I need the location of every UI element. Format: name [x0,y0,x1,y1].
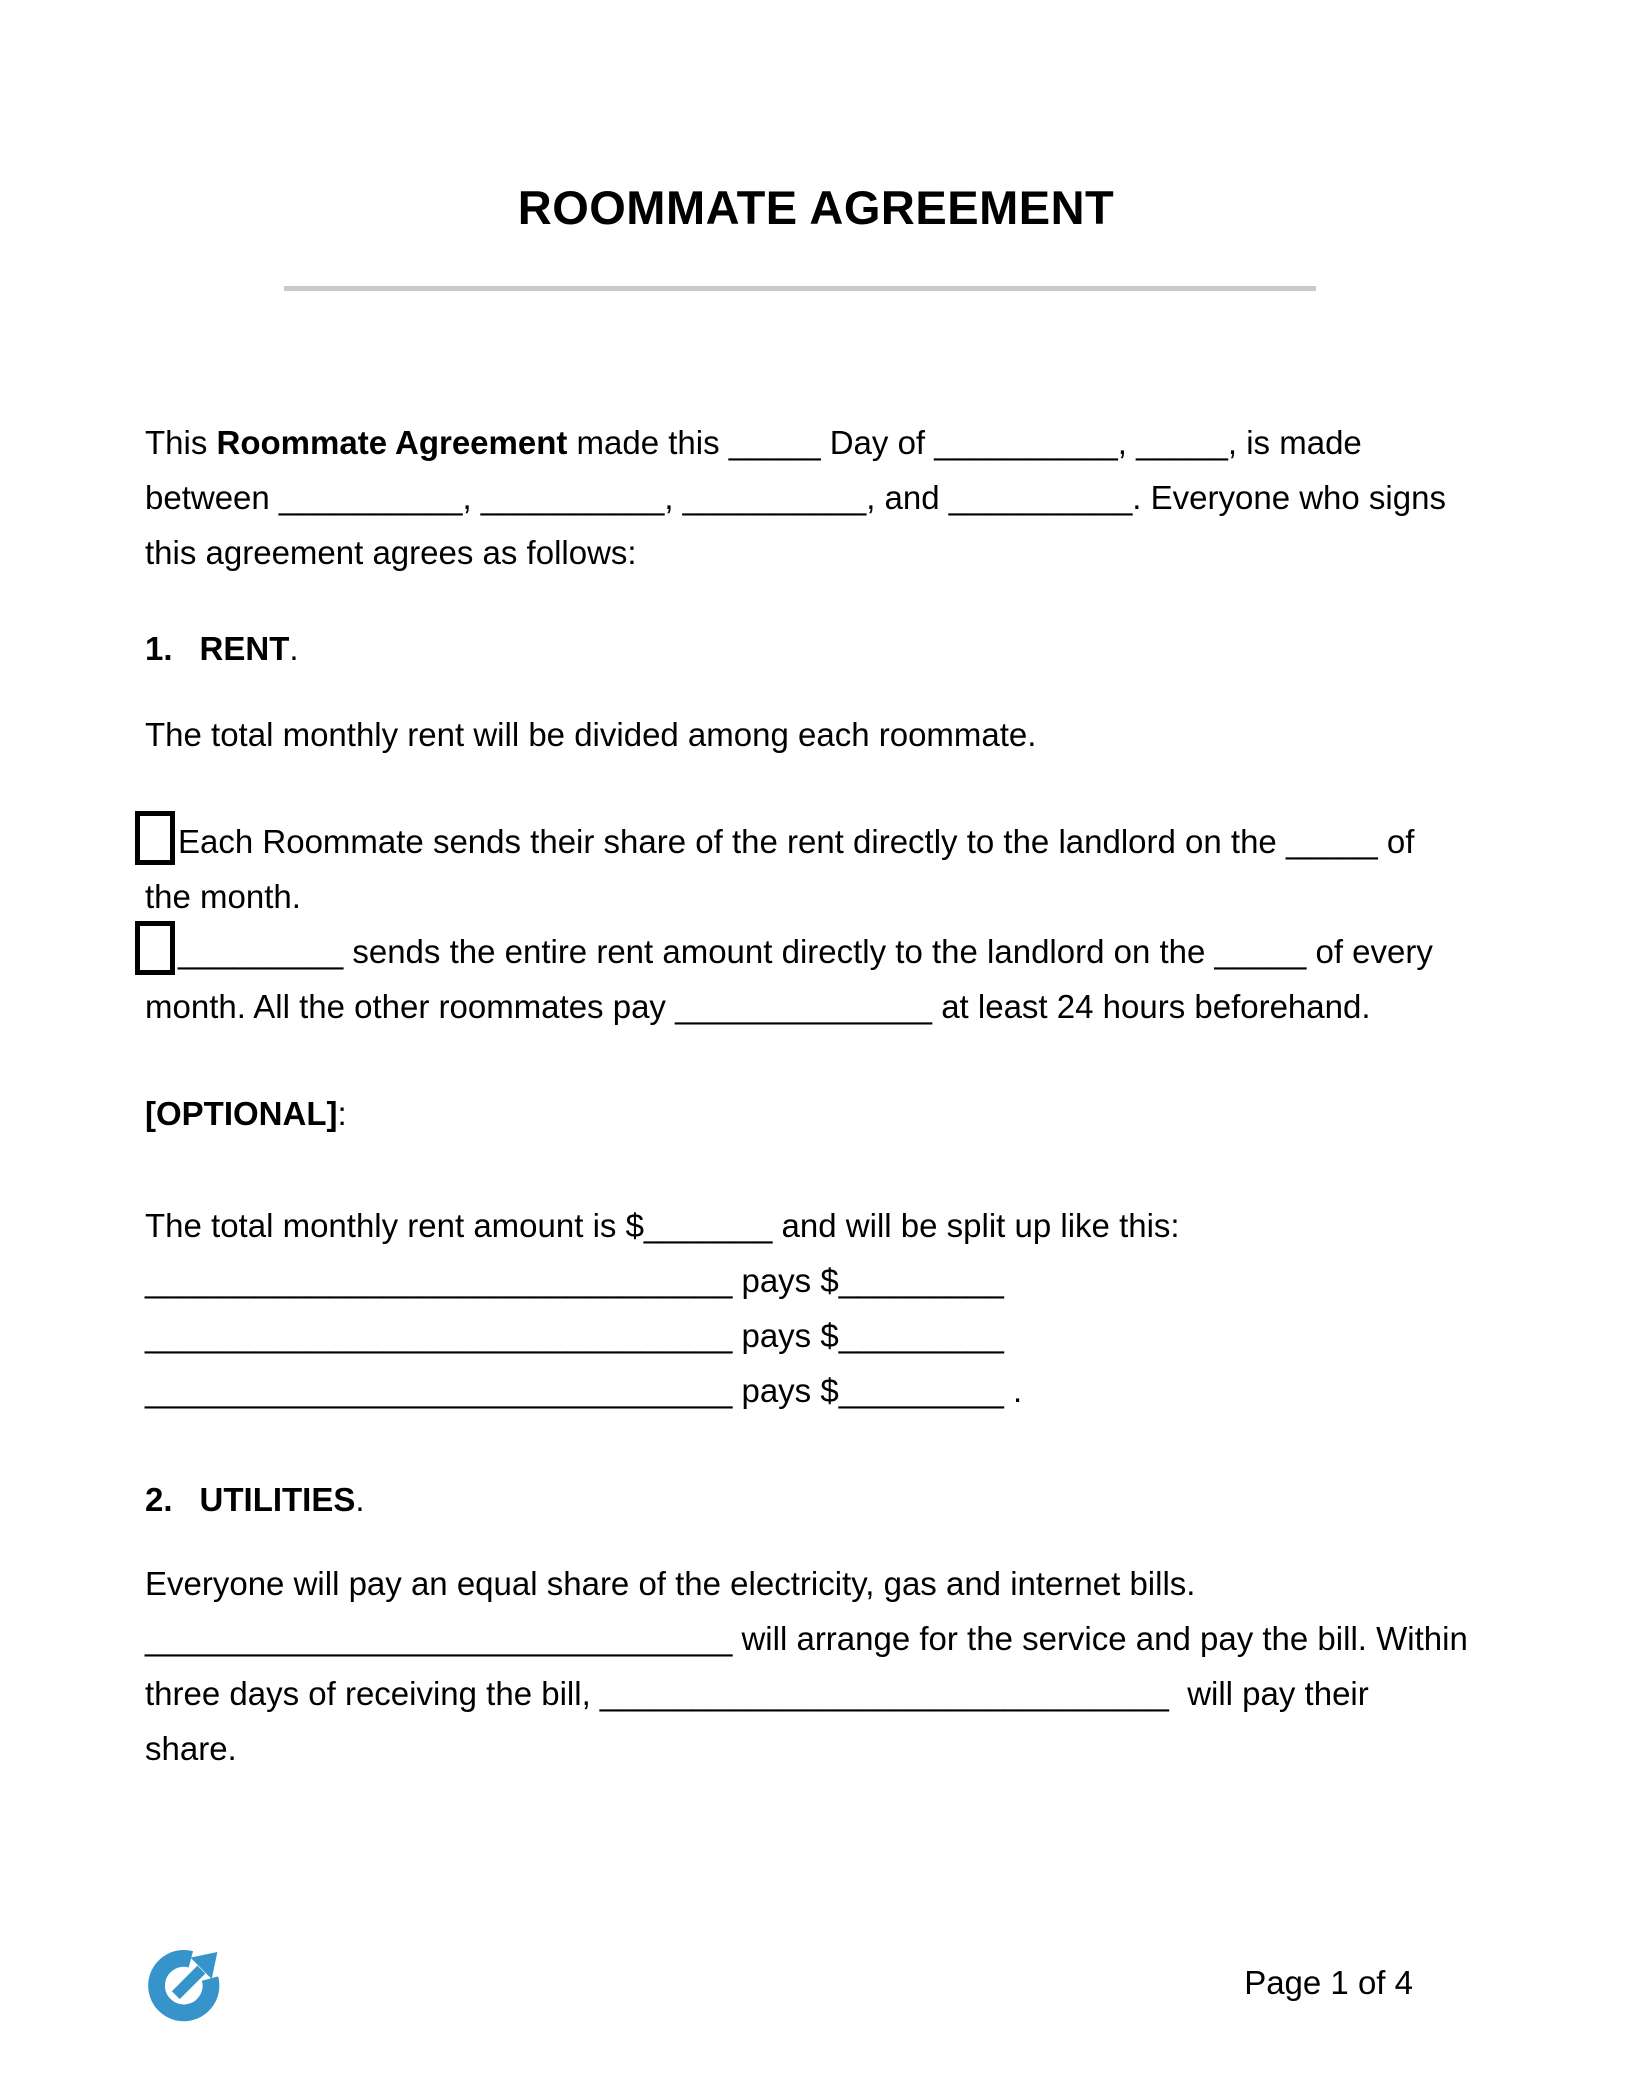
section-number: 1. [145,630,173,667]
text-line: between __________, __________, __________, and __________. Everyone who signs [145,479,1446,516]
rent-split-paragraph [145,1198,1510,1418]
text-line: three days of receiving the bill, _______________________________ will pay their [145,1675,1369,1712]
rent-option-2-checkbox[interactable] [135,921,175,975]
text-line: ________________________________ will arrange for the service and pay the bill. Within [145,1620,1468,1657]
title-divider [284,286,1316,291]
text-line: The total monthly rent will be divided among each roommate. [145,716,1037,753]
intro-text: This [145,424,217,461]
logo-arrow-shaft [176,1970,202,1996]
optional-bold-text: [OPTIONAL] [145,1095,338,1132]
text-line [145,921,1510,979]
text-line [145,811,1510,869]
option-text: _________ sends the entire rent amount directly to the landlord on the _____ of every [178,933,1433,970]
text-line [145,415,1510,470]
intro-text: made this _____ Day of __________, _____, is made [567,424,1362,461]
optional-colon: : [337,1095,347,1132]
utilities-paragraph [145,1556,1510,1776]
section-title: RENT [199,630,290,667]
rent-split-row: ________________________________ pays $_________ [145,1262,1004,1299]
text-line: Everyone will pay an equal share of the electricity, gas and internet bills. [145,1565,1196,1602]
rent-option-1 [145,811,1510,924]
heading-period: . [289,630,299,667]
brand-logo-icon [147,1942,227,2026]
rent-lead-paragraph [145,707,1510,762]
section-number: 2. [145,1481,173,1518]
option-text: Each Roommate sends their share of the rent directly to the landlord on the _____ of [178,823,1415,860]
rent-section-heading [145,621,1510,676]
text-line: the month. [145,878,301,915]
text-line: share. [145,1730,237,1767]
rent-split-row: ________________________________ pays $_________ [145,1317,1004,1354]
utilities-section-heading [145,1472,1510,1527]
intro-paragraph [145,415,1510,580]
agreement-name-bold: Roommate Agreement [216,424,568,461]
page-number: Page 1 of 4 [1244,1964,1413,2001]
rent-option-2 [145,921,1510,1034]
page-title: ROOMMATE AGREEMENT [517,181,1115,234]
rent-split-row: ________________________________ pays $_________ . [145,1372,1023,1409]
text-line: this agreement agrees as follows: [145,534,637,571]
rent-option-1-checkbox[interactable] [135,811,175,865]
text-line: month. All the other roommates pay ______________ at least 24 hours beforehand. [145,988,1371,1025]
heading-period: . [355,1481,365,1518]
section-title: UTILITIES [199,1481,356,1518]
text-line: The total monthly rent amount is $_______ and will be split up like this: [145,1207,1180,1244]
optional-label [145,1086,1510,1141]
